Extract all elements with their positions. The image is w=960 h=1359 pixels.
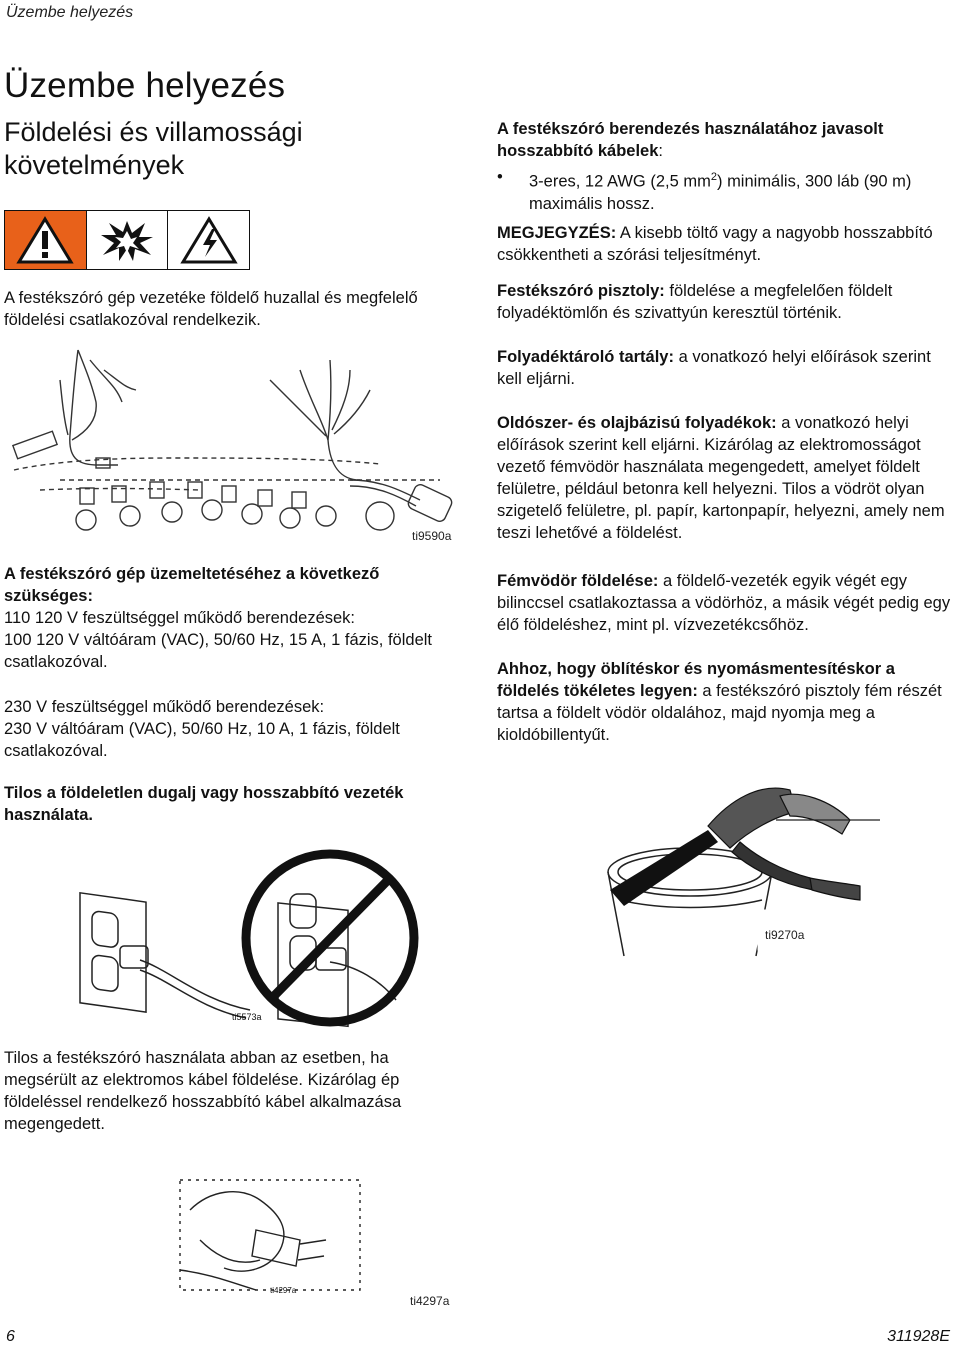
note-label: MEGJEGYZÉS:: [497, 224, 617, 242]
damaged-cable-note: Tilos a festékszóró használata abban az esetben, ha megsérült az elektromos kábel földelése. Kizárólag ép földeléssel rendelkező hosszabbító kábel alkalmazása megengedett.: [4, 1049, 402, 1133]
ungrounded-warning: Tilos a földeletlen dugalj vagy hosszabbító vezeték használata.: [4, 784, 404, 824]
extension-cable-spec-item: [497, 166, 917, 215]
solvent-text: a vonatkozó helyi előírások szerint kell eljárni. Kizárólag az elektromosságot vezető fémvödör használata megengedett, amelyet földelt felületre, például betonra kell helyezni. Tilos a vödröt olyan szigetelő felületre, pl. papír, kartonpapír, helyezni, amely nem teszi lehetővé a földelést.: [497, 414, 945, 542]
figure-label-ti9590a: ti9590a: [412, 529, 452, 543]
page-title: Üzembe helyezés: [4, 66, 286, 105]
solvent-label: Oldószer- és olajbázisú folyadékok:: [497, 414, 777, 432]
warning-icons-box: [4, 210, 250, 270]
requirements-230v: [4, 696, 444, 762]
solvent-fluids-paragraph: [497, 412, 959, 544]
extension-cable-heading: [497, 118, 937, 162]
spec-part-a: 3-eres, 12 AWG (2,5 mm: [529, 172, 711, 191]
tank-grounding-paragraph: [497, 346, 937, 390]
extension-cable-spec: [529, 166, 917, 215]
requirements-110v-spec: 100 120 V váltóáram (VAC), 50/60 Hz, 15 A, 1 fázis, földelt csatlakozóval.: [4, 631, 433, 671]
flush-grounding-paragraph: [497, 658, 959, 746]
note-text: A kisebb töltő vagy a nagyobb hosszabbító csökkentheti a szórási teljesítményt.: [497, 224, 933, 264]
document-number: 311928E: [887, 1328, 950, 1345]
requirements-230v-title: 230 V feszültséggel működő berendezések:: [4, 698, 325, 716]
figure-label-ti4297a-inner: ti4297a: [270, 1286, 297, 1295]
gun-label: Festékszóró pisztoly:: [497, 282, 665, 300]
gun-grounding-paragraph: [497, 280, 947, 324]
bucket-text: a földelő-vezeték egyik végét egy bilinccsel csatlakoztassa a vödörhöz, a másik végét pedig egy élő földeléshez, mint pl. vízvezetékcsőhöz.: [497, 572, 951, 634]
wire-note: A festékszóró gép vezetéke földelő huzallal és megfelelő földelési csatlakozóval rendelkezik.: [4, 289, 418, 329]
spec-part-b: ) minimális, 300 láb (90 m) maximális hossz.: [529, 172, 912, 213]
extension-cable-heading-colon: :: [658, 142, 663, 160]
flush-text: a festékszóró pisztoly fém részét tartsa a földelt vödör oldalához, majd nyomja meg a kioldóbillentyűt.: [497, 682, 942, 744]
extension-cable-heading-text: A festékszóró berendezés használatához javasolt hosszabbító kábelek: [497, 120, 884, 160]
exclamation-warning-icon: [5, 211, 87, 269]
bucket-label: Fémvödör földelése:: [497, 572, 659, 590]
tank-text: a vonatkozó helyi előírások szerint kell eljárni.: [497, 348, 931, 388]
spec-superscript: 2: [710, 171, 717, 183]
figure-label-ti9270a: ti9270a: [765, 928, 805, 942]
bucket-grounding-paragraph: [497, 570, 959, 636]
figure-label-ti5573a: ti5573a: [232, 1012, 262, 1022]
tank-label: Folyadéktároló tartály:: [497, 348, 674, 366]
power-cord-sets-illustration: [0, 340, 470, 540]
note-paragraph: [497, 222, 937, 266]
gun-text: földelése a megfelelően földelt folyadéktömlőn és szivattyún keresztül történik.: [497, 282, 893, 322]
requirements-heading: A festékszóró gép üzemeltetéséhez a következő szükséges:: [4, 565, 380, 605]
explosion-hazard-icon: [87, 211, 169, 269]
section-subtitle: Földelési és villamossági követelmények: [4, 117, 303, 180]
running-header: Üzembe helyezés: [6, 4, 134, 21]
requirements-110v: [4, 607, 454, 673]
figure-label-ti4297a: ti4297a: [410, 1294, 450, 1308]
requirements-230v-spec: 230 V váltóáram (VAC), 50/60 Hz, 10 A, 1 fázis, földelt csatlakozóval.: [4, 720, 400, 760]
page-number: 6: [6, 1328, 15, 1345]
spray-gun-bucket-illustration: [580, 760, 880, 960]
plug-in-hand-illustration: [160, 1170, 370, 1300]
flush-label: Ahhoz, hogy öblítéskor és nyomásmentesítéskor a földelés tökéletes legyen:: [497, 660, 895, 700]
electric-shock-icon: [168, 211, 249, 269]
bullet-point: •: [497, 168, 503, 186]
ungrounded-plug-prohibited-illustration: [60, 850, 440, 1020]
requirements-110v-title: 110 120 V feszültséggel működő berendezések:: [4, 609, 356, 627]
